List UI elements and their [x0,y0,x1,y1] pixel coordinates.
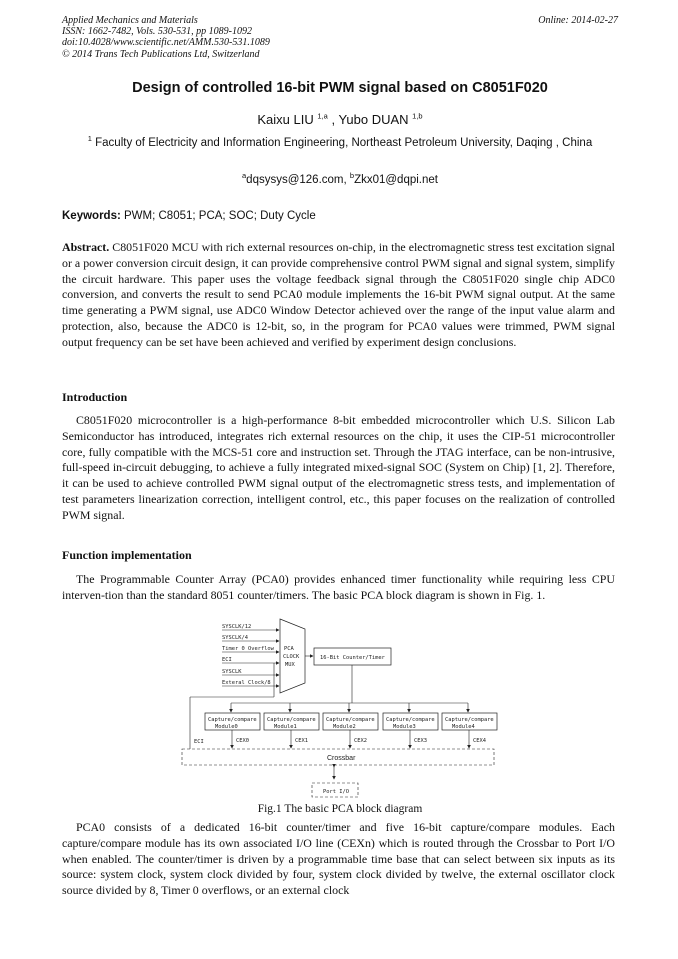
input-label: SYSCLK/4 [222,635,248,641]
module-name: Module4 [452,724,475,730]
crossbar-label: Crossbar [327,755,356,762]
keywords-label: Keywords: [62,210,124,222]
email-superscript: b [349,171,355,181]
doi-line: doi:10.4028/www.scientific.net/AMM.530-531.1089 [62,37,270,49]
copyright-line: © 2014 Trans Tech Publications Ltd, Switzerland [62,48,260,60]
module-name: Module3 [393,724,416,730]
module-label: Capture/compare [326,717,375,723]
pca-diagram-svg [172,617,502,800]
module-label: Capture/compare [208,717,257,723]
section-heading-function-implementation: Function implementation [62,548,192,562]
module-name: Module0 [215,724,238,730]
cex-lines [232,730,469,748]
module-label: Capture/compare [445,717,494,723]
input-label: Exteral Clock/8 [222,680,271,686]
journal-name: Applied Mechanics and Materials [62,15,198,26]
module-name: Module1 [274,724,297,730]
email-address: Zkx01@dqpi.net [354,174,438,186]
paper-title: Design of controlled 16-bit PWM signal based on C8051F020 [132,80,548,96]
cex-label: CEX1 [295,738,308,744]
affiliation-text: Faculty of Electricity and Information Engineering, Northeast Petroleum University, Daqing , China [95,137,593,149]
port-io-label: Port I/O [323,789,349,795]
module-label: Capture/compare [267,717,316,723]
abstract-text: C8051F020 MCU with rich external resources on-chip, in the electromagnetic stress test excitation signal or a power conversion circuit design, it can provide comprehensive control PWM signal and signal system, simplify the circuit hardware. This paper uses the voltage feedback signal through the C8051F020 single chip ADC0 conversion, and converts the result to send PCA0 module implements the 16-bit PWM signal output. At the same time generating a PWM signal, use ADC0 Window Detector achieved over the range of the input value alarm and protection, also, because the ADC0 is 12-bit, so, in the program for PCA0 values were trimmed, PWM signal output frequency can be set have been achieved and verified by experiment design conclusions. [62,240,615,349]
pca0-paragraph: PCA0 consists of a dedicated 16-bit counter/timer and five 16-bit capture/compare modules. Each capture/compare module has its own associated I/O line (CEXn) which is routed through the Crossbar to Port I/O when enabled. The counter/timer is driven by a programmable time base that can select between six inputs as its source: system clock, system clock divided by four, system clock divided by twelve, the external oscillator clock source divided by 8, Timer 0 overflows, or an external clock [62,820,615,898]
affiliation [70,136,610,151]
input-label: SYSCLK [222,669,242,675]
module-name: Module2 [333,724,356,730]
author-name: Kaixu LIU [257,112,314,127]
input-label: SYSCLK/12 [222,624,252,630]
figure-caption: Fig.1 The basic PCA block diagram [257,803,423,815]
eci-label: ECI [194,739,204,745]
counter-label: 16-Bit Counter/Timer [320,655,385,661]
mux-label: CLOCK [283,654,300,660]
section-heading-introduction: Introduction [62,390,128,404]
author-separator: , [327,112,339,127]
mux-label: MUX [285,662,295,668]
affiliation-superscript: 1 [87,134,92,144]
cex-label: CEX0 [236,738,249,744]
author-superscript: 1,a [317,111,328,121]
pca-block-diagram [172,617,502,800]
introduction-paragraph: C8051F020 microcontroller is a high-performance 8-bit embedded microcontroller which U.S. Silicon Lab Semiconductor has introduced, integrates rich external resources on the chip, it uses the CIP-51 microcontroller core, fully compatible with the MCS-51 core and instruction set. Through the JTAG interface, can be non-intrusive, full-speed in-circuit debugging, to achieve a fully integrated mixed-signal SOC (System on Chip) [1, 2]. Therefore, it can be used to achieve controlled PWM signal output of the electromagnetic stress tests, and implementation of test parameters linearization correction, intelligent control, etc., this paper focuses on the realization of controlled PWM signal. [62,413,615,522]
author-name: Yubo DUAN [338,112,409,127]
abstract-label: Abstract. [62,240,113,254]
email-address: dqsysys@126.com, [246,174,350,186]
keywords-text: PWM; C8051; PCA; SOC; Duty Cycle [124,210,316,222]
module-label: Capture/compare [386,717,435,723]
abstract [62,240,615,351]
mux-label: PCA [284,646,294,652]
cex-label: CEX4 [473,738,486,744]
issn-line: ISSN: 1662-7482, Vols. 530-531, pp 1089-1092 [62,26,252,38]
online-date: Online: 2014-02-27 [538,15,618,26]
input-label: Timer 0 Overflow [222,646,274,652]
email-line [62,171,618,186]
cex-label: CEX3 [414,738,427,744]
counter-bus [231,665,468,712]
cex-label: CEX2 [354,738,367,744]
function-implementation-paragraph: The Programmable Counter Array (PCA0) provides enhanced timer functionality while requiring less CPU interven-tion than the standard 8051 counter/timers. The basic PCA block diagram is shown in Fig. 1. [62,572,615,602]
author-line [62,112,618,127]
journal-header [62,15,618,60]
keywords [62,210,618,222]
author-superscript: 1,b [412,111,423,121]
input-label: ECI [222,657,232,663]
email-superscript: a [242,171,247,181]
